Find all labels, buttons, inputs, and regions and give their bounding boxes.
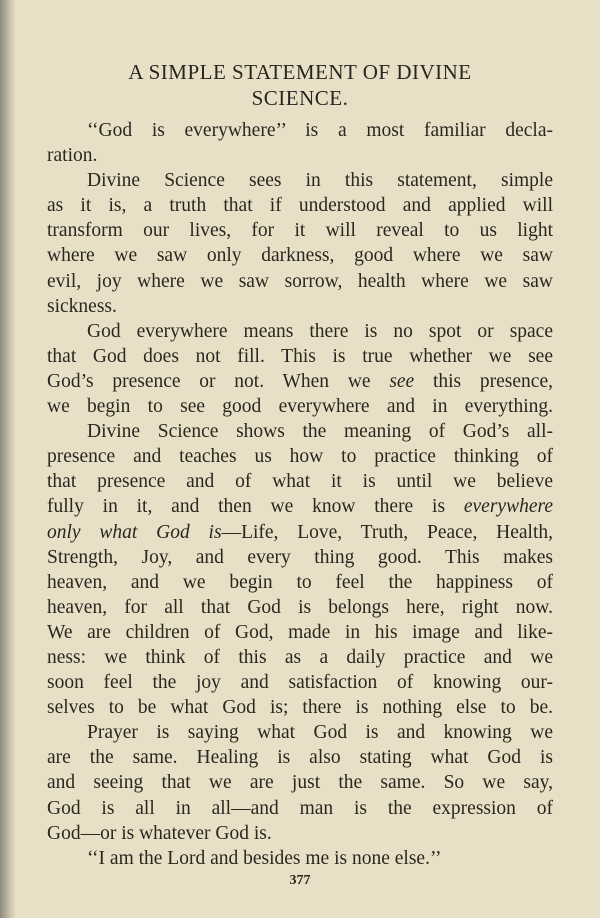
text-segment: God’s presence or not. When we [47, 370, 390, 392]
text-line [47, 620, 553, 645]
text-line [47, 243, 553, 268]
text-line [47, 821, 553, 846]
text-segment: this presence, [414, 370, 553, 392]
text-line [47, 294, 553, 319]
italic-text: only what God is [47, 521, 222, 543]
text-segment: ‘‘I am the Lord and besides me is none else.’’ [87, 847, 442, 869]
text-line [47, 193, 553, 218]
text-line [47, 670, 553, 695]
text-segment: Strength, Joy, and every thing good. This makes [47, 546, 553, 568]
text-segment: —Life, Love, Truth, Peace, Health, [221, 521, 553, 543]
text-segment: where we saw only darkness, good where we saw [47, 245, 553, 267]
text-line [47, 143, 553, 168]
text-segment: as it is, a truth that if understood and applied will [47, 195, 553, 217]
text-segment: presence and teaches us how to practice thinking of [47, 446, 553, 468]
text-line [47, 168, 553, 193]
text-line [47, 720, 553, 745]
text-line [47, 218, 553, 243]
text-segment: heaven, and we begin to feel the happiness of [47, 571, 553, 593]
page-number: 377 [289, 873, 311, 888]
body-text [47, 118, 553, 871]
text-segment: heaven, for all that God is belongs here, right now. [47, 596, 553, 618]
text-segment: sickness. [47, 295, 117, 317]
text-segment: are the same. Healing is also stating what God is [47, 747, 553, 769]
text-line [47, 570, 553, 595]
text-line [47, 344, 553, 369]
text-line [47, 645, 553, 670]
text-line [47, 494, 553, 519]
text-segment: transform our lives, for it will reveal to us light [47, 220, 553, 242]
text-line [47, 118, 553, 143]
text-line [47, 745, 553, 770]
text-line [47, 520, 553, 545]
text-line [47, 419, 553, 444]
book-spine-shadow [0, 0, 16, 918]
text-line [47, 319, 553, 344]
chapter-title-line-1: A SIMPLE STATEMENT OF DIVINE [128, 60, 472, 84]
text-segment: selves to be what God is; there is nothing else to be. [47, 697, 553, 719]
text-segment: evil, joy where we saw sorrow, health where we saw [47, 270, 553, 292]
text-line [47, 846, 553, 871]
text-segment: we begin to see good everywhere and in everything. [47, 396, 553, 418]
text-segment: and seeing that we are just the same. So we say, [47, 772, 553, 794]
text-line [47, 269, 553, 294]
text-segment: ration. [47, 145, 98, 167]
text-line [47, 444, 553, 469]
text-line [47, 770, 553, 795]
italic-text: see [389, 370, 415, 392]
text-line [47, 369, 553, 394]
text-segment: God is all in all—and man is the expression of [47, 797, 553, 819]
text-segment: Divine Science shows the meaning of God’s all- [87, 421, 553, 443]
text-segment: We are children of God, made in his image and like- [47, 621, 553, 643]
text-segment: God—or is whatever God is. [47, 822, 272, 844]
italic-text: everywhere [463, 496, 553, 518]
text-line [47, 695, 553, 720]
text-line [47, 796, 553, 821]
text-line [47, 545, 553, 570]
text-segment: soon feel the joy and satisfaction of knowing our- [47, 672, 553, 694]
text-segment: ‘‘God is everywhere’’ is a most familiar decla- [87, 120, 553, 141]
text-segment: Prayer is saying what God is and knowing we [87, 722, 553, 744]
chapter-title-line-2: SCIENCE. [251, 86, 349, 110]
text-line [47, 469, 553, 494]
text-line [47, 595, 553, 620]
text-segment: God everywhere means there is no spot or space [87, 320, 553, 342]
text-segment: that God does not fill. This is true whether we see [47, 345, 553, 367]
text-segment: fully in it, and then we know there is [47, 496, 464, 518]
text-segment: Divine Science sees in this statement, simple [87, 170, 553, 192]
text-segment: ness: we think of this as a daily practice and we [47, 646, 553, 668]
text-line [47, 394, 553, 419]
text-segment: that presence and of what it is until we believe [47, 471, 553, 493]
